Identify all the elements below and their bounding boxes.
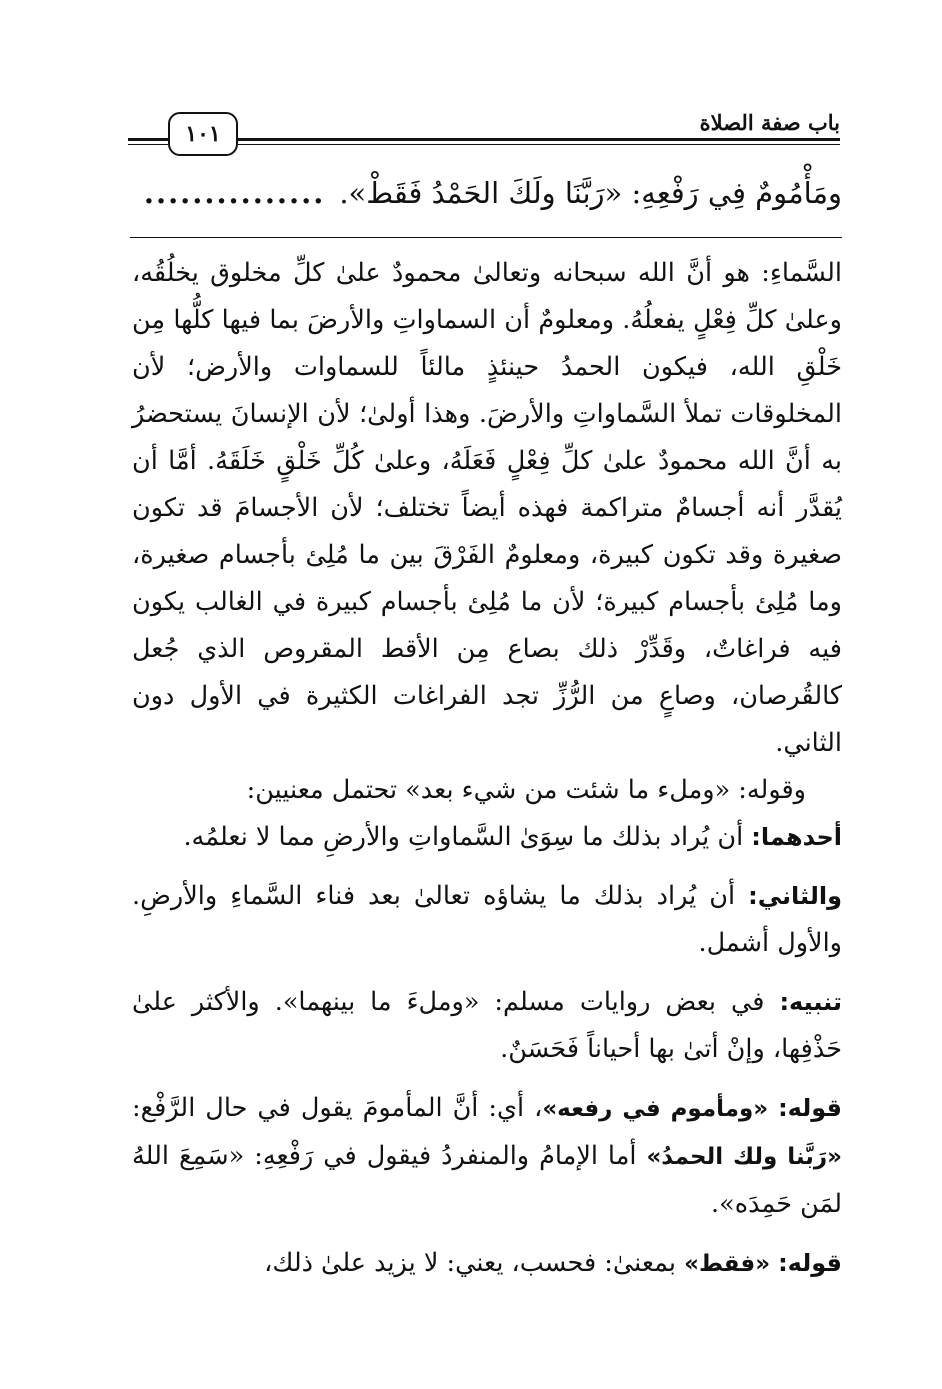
paragraph-3-text: أن يُراد بذلك ما سِوَىٰ السَّماواتِ والأرضِ مما لا نعلمُه. (183, 822, 752, 852)
header-rule-thin (238, 144, 840, 145)
commentary-paragraph-1: السَّماءِ: هو أنَّ الله سبحانه وتعالىٰ محمودٌ علىٰ كلِّ مخلوق يخلُقُه، وعلىٰ كلِّ فِعْلٍ يفعلُهُ. ومعلومٌ أن السماواتِ والأرضَ بما فيها كلُّها مِن خَلْقِ الله، فيكون الحمدُ حينئذٍ مالئاً للسماوات والأرض؛ لأن المخلوقات تملأ السَّماواتِ والأرضَ. وهذا أولىٰ؛ لأن الإنسانَ يستحضرُ به أنَّ الله محمودٌ علىٰ كلِّ فِعْلٍ فَعَلَهُ، وعلىٰ كُلِّ خَلْقٍ خَلَقَهُ. أمَّا أن يُقدَّر أنه أجسامٌ متراكمة فهذه أيضاً تختلف؛ لأن الأجسامَ قد تكون صغيرة وقد تكون كبيرة، ومعلومٌ الفَرْقَ بين ما مُلِئ بأجسام صغيرة، وما مُلِئ بأجسام كبيرة؛ لأن ما مُلِئ بأجسام كبيرة في الغالب يكون فيه فراغاتٌ، وقَدِّرْ ذلك بصاع مِن الأقط المقروص الذي جُعل كالقُرصان، وصاعٍ من الرُّزِّ تجد الفراغات الكثيرة في الأول دون الثاني. (132, 258, 843, 758)
matn-line (130, 168, 842, 218)
paragraph-lead-qawluh-1: قوله: (778, 1094, 842, 1122)
paragraph-lead-first: أحدهما: (751, 823, 842, 851)
paragraph-6-text-b: أما الإمامُ والمنفردُ فيقول في رَفْعِهِ: «سَمِعَ اللهُ لمَن حَمِدَه». (132, 1141, 842, 1219)
commentary-paragraph-5 (132, 979, 842, 1073)
quoted-matn-1: «ومأموم في رفعه» (542, 1096, 779, 1122)
matn-text: ومَأْمُومٌ فِي رَفْعِهِ: «رَبَّنَا ولَكَ الحَمْدُ فَقَطْ». (339, 176, 842, 210)
commentary-body (132, 250, 842, 1288)
quoted-phrase: «رَبَّنا ولك الحمدُ» (646, 1144, 842, 1170)
matn-divider (130, 237, 842, 238)
commentary-paragraph-6 (132, 1085, 842, 1228)
commentary-paragraph-3 (132, 814, 842, 861)
commentary-paragraph-4 (132, 873, 842, 967)
quoted-matn-2: «فقط» (684, 1251, 779, 1277)
paragraph-lead-qawluh-2: قوله: (778, 1249, 842, 1277)
matn-dots: ............... (143, 176, 326, 210)
chapter-title: باب صفة الصلاة (699, 110, 840, 135)
header-rule-left-thick (128, 138, 168, 141)
header-rule-left-thin (128, 144, 168, 145)
commentary-paragraph-2: وقوله: «وملء ما شئت من شيء بعد» تحتمل معنيين: (246, 775, 806, 805)
paragraph-lead-note: تنبيه: (779, 988, 842, 1016)
paragraph-lead-second: والثاني: (748, 882, 842, 910)
paragraph-5-text: في بعض روايات مسلم: «وملءَ ما بينهما». والأكثر علىٰ حَذْفِها، وإنْ أتىٰ بها أحياناً فَحَسَنٌ. (132, 987, 842, 1064)
header-rule-thick (238, 138, 840, 141)
paragraph-7-text: بمعنىٰ: فحسب، يعني: لا يزيد علىٰ ذلك، (264, 1248, 685, 1278)
page-header (128, 100, 840, 160)
paragraph-4-text: أن يُراد بذلك ما يشاؤه تعالىٰ بعد فناء السَّماءِ والأرضِ. والأول أشمل. (132, 881, 842, 958)
paragraph-6-text-a: ، أي: أنَّ المأمومَ يقول في حال الرَّفْع: (132, 1093, 543, 1123)
commentary-paragraph-7 (132, 1240, 842, 1288)
page-number: ١٠١ (168, 112, 238, 156)
